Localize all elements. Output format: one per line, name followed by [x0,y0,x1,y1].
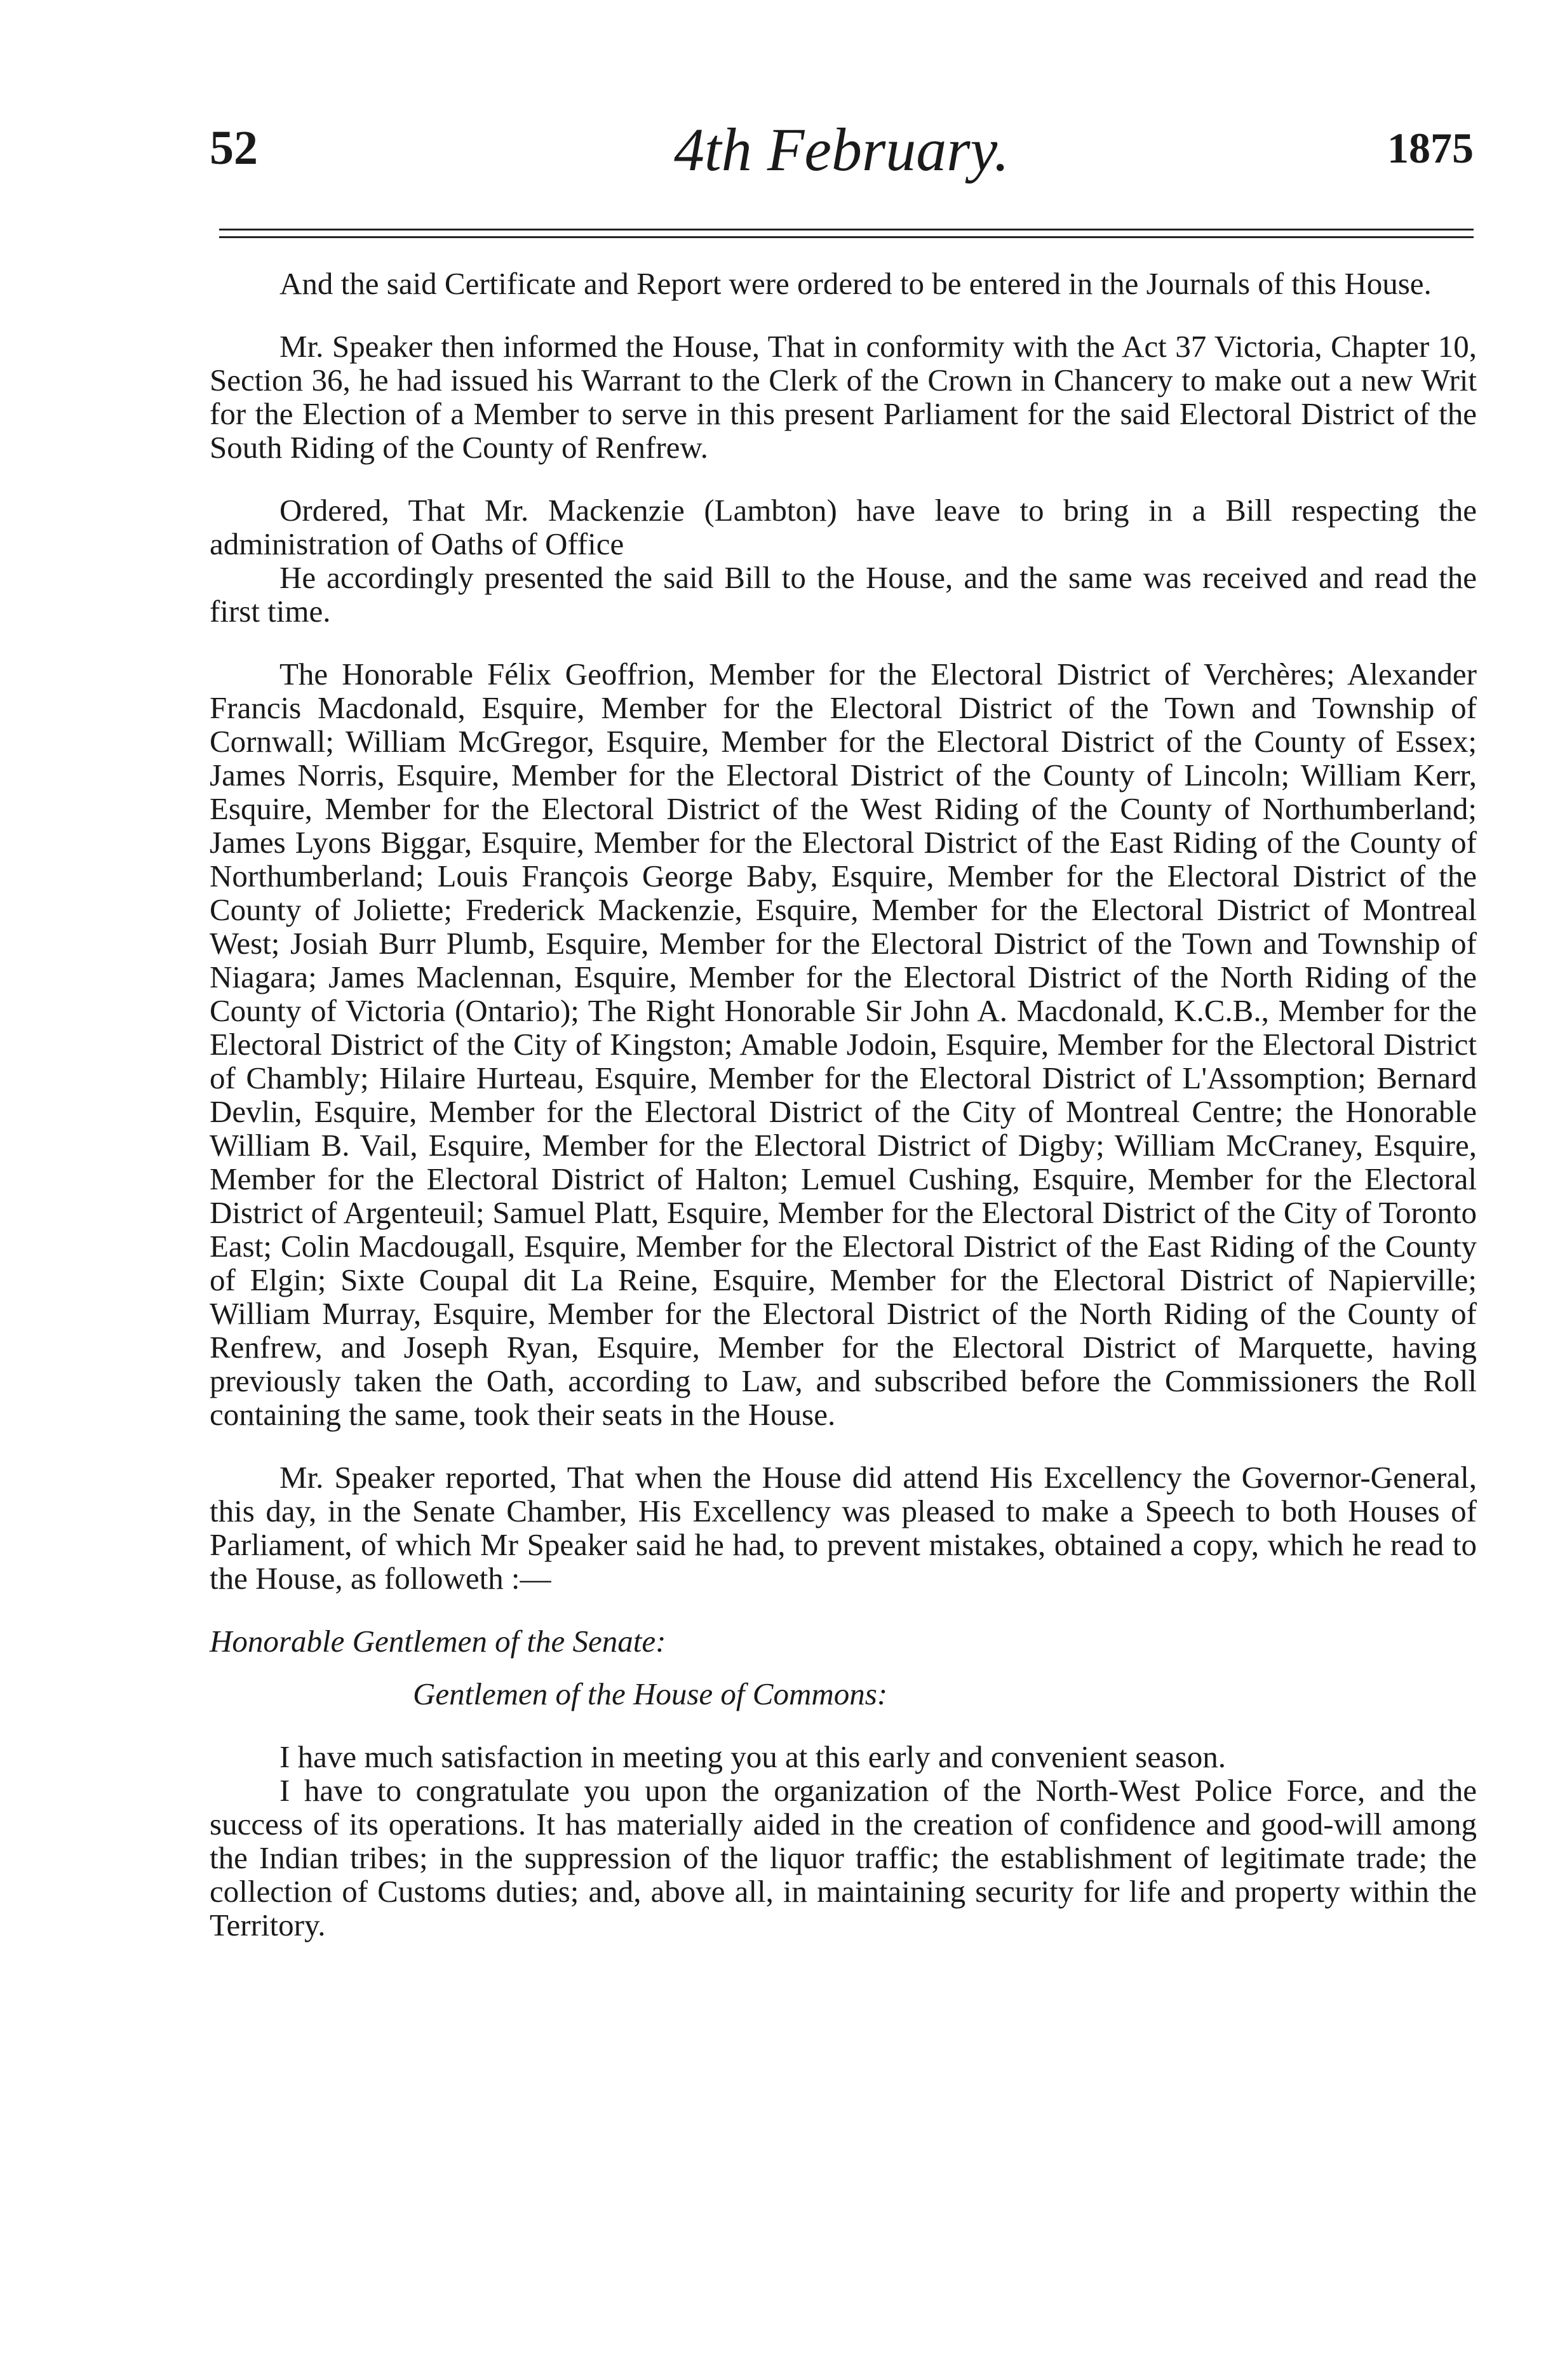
paragraph-police-force: I have to congratulate you upon the organization of the North-West Police Force, and the success of its operations. It has materially aided in the creation of confidence and good-will among the Indian tribes; in the suppression of the liquor traffic; the establishment of legitimate trade; the collection of Customs duties; and, above all, in maintaining security for life and property within the Territory. [210,1773,1477,1942]
address-senate: Honorable Gentlemen of the Senate: [210,1624,666,1659]
paragraph-bill-ordered: Ordered, That Mr. Mackenzie (Lambton) have leave to bring in a Bill respecting the administration of Oaths of Office [210,493,1477,561]
page-header [210,114,1474,184]
header-rule-bottom [219,236,1474,238]
header-rule-top [219,229,1474,231]
paragraph-speech-reported: Mr. Speaker reported, That when the House did attend His Excellency the Governor-General, this day, in the Senate Chamber, His Excellency was pleased to make a Speech to both Houses of Parliament, of which Mr Speaker said he had, to prevent mistakes, obtained a copy, which he read to the House, as followeth :— [210,1460,1477,1596]
page-number: 52 [210,121,258,175]
paragraph-satisfaction: I have much satisfaction in meeting you at this early and convenient season. [279,1739,1226,1774]
page-date-heading: 4th February. [674,116,1009,184]
page-year: 1875 [1387,124,1474,172]
journal-body [210,267,1477,1971]
paragraph-bill-presented: He accordingly presented the said Bill to the House, and the same was received and read the first time. [210,560,1477,629]
address-commons: Gentlemen of the House of Commons: [413,1676,888,1711]
paragraph-members-seated: The Honorable Félix Geoffrion, Member for the Electoral District of Verchères; Alexander Francis Macdonald, Esquire, Member for the Electoral District of the Town and Township of Cornwall; William McGregor, Esquire, Member for the Electoral District of the County of Essex; James Norris, Esquire, Member for the Electoral District of the County of Lincoln; William Kerr, Esquire, Member for the Electoral District of the West Riding of the County of Northumberland; James Lyons Biggar, Esquire, Member for the Electoral District of the East Riding of the County of Northumberland; Louis François George Baby, Esquire, Member for the Electoral District of the County of Joliette; Frederick Mackenzie, Esquire, Member for the Electoral District of Montreal West; Josiah Burr Plumb, Esquire, Member for the Electoral District of the Town and Township of Niagara; James Maclennan, Esquire, Member for the Electoral District of the North Riding of the County of Victoria (Ontario); The Right Honorable Sir John A. Macdonald, K.C.B., Member for the Electoral District of the City of Kingston; Amable Jodoin, Esquire, Member for the Electoral District of Chambly; Hilaire Hurteau, Esquire, Member for the Electoral District of L'Assomption; Bernard Devlin, Esquire, Member for the Electoral District of the City of Montreal Centre; the Honorable William B. Vail, Esquire, Member for the Electoral District of Digby; William McCraney, Esquire, Member for the Electoral District of Halton; Lemuel Cushing, Esquire, Member for the Electoral District of Argenteuil; Samuel Platt, Esquire, Member for the Electoral District of the City of Toronto East; Colin Macdougall, Esquire, Member for the Electoral District of the East Riding of the County of Elgin; Sixte Coupal dit La Reine, Esquire, Member for the Electoral District of Napierville; William Murray, Esquire, Member for the Electoral District of the North Riding of the County of Renfrew, and Joseph Ryan, Esquire, Member for the Electoral District of Marquette, having previously taken the Oath, according to Law, and subscribed before the Commissioners the Roll containing the same, took their seats in the House. [210,657,1477,1432]
paragraph-certificate-entered: And the said Certificate and Report were ordered to be entered in the Journals of this House. [279,266,1432,301]
paragraph-writ-warrant: Mr. Speaker then informed the House, That in conformity with the Act 37 Victoria, Chapter 10, Section 36, he had issued his Warrant to the Clerk of the Crown in Chancery to make out a new Writ for the Election of a Member to serve in this present Parliament for the said Electoral District of the South Riding of the County of Renfrew. [210,329,1477,465]
